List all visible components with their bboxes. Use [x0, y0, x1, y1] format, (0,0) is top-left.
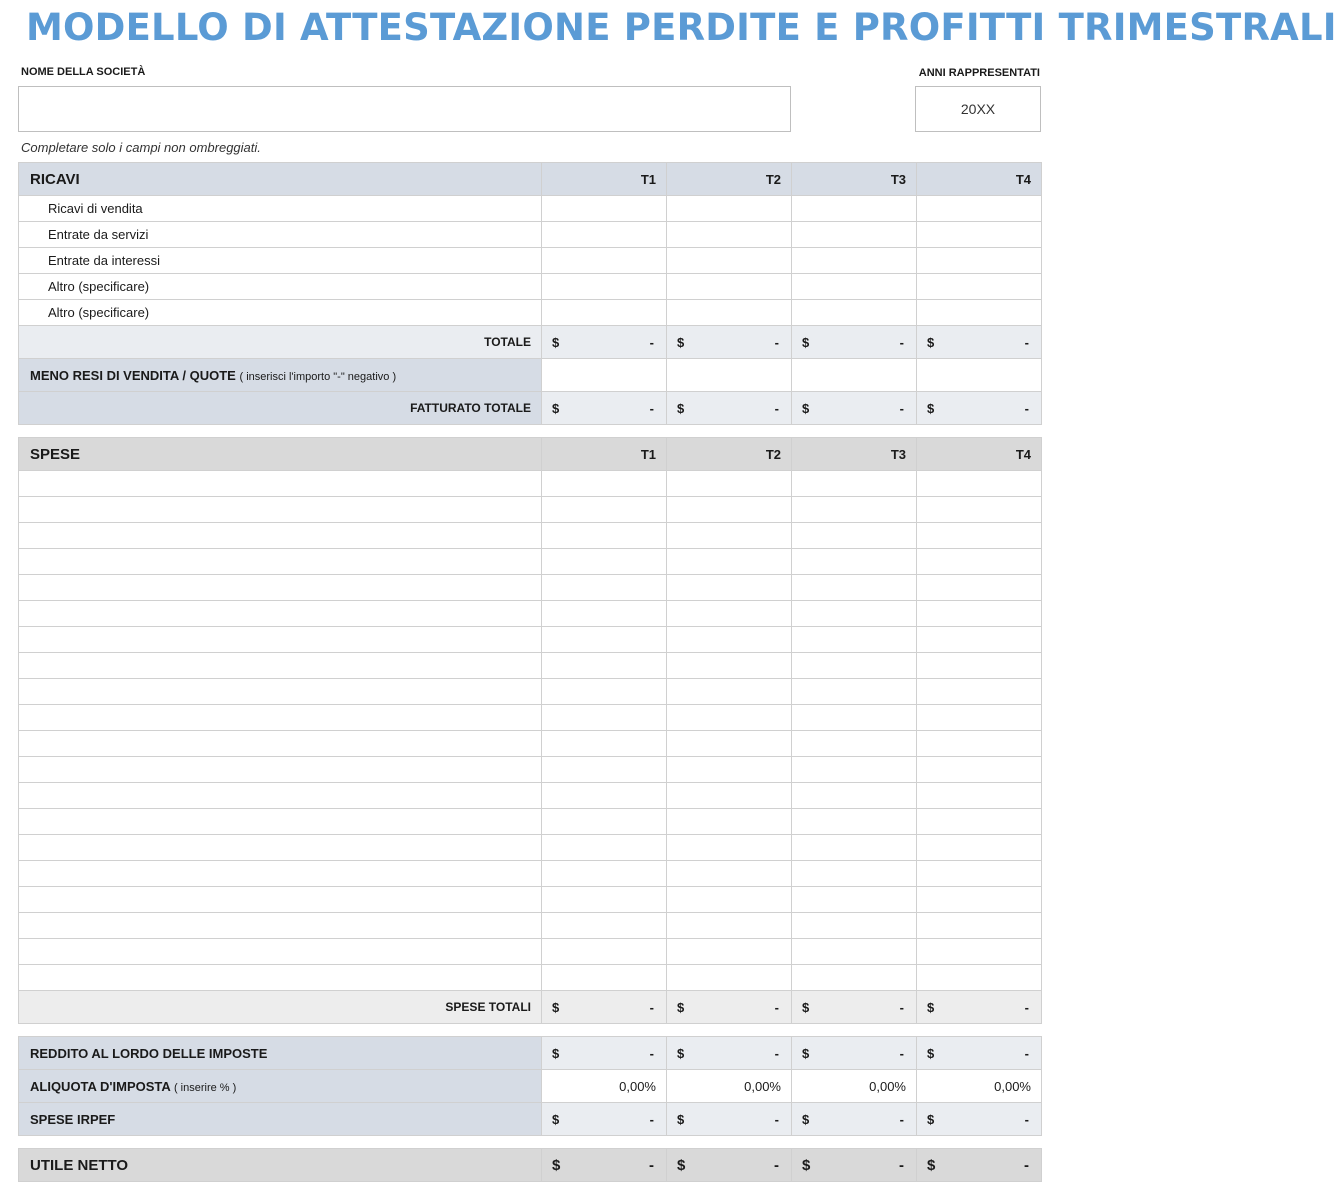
revenue-input-cell[interactable] — [917, 274, 1042, 300]
expense-input-cell[interactable] — [917, 523, 1042, 549]
revenue-input-cell[interactable] — [667, 222, 792, 248]
tax-rate-input[interactable]: 0,00% — [667, 1070, 792, 1103]
expense-row — [19, 731, 1042, 757]
expense-input-cell[interactable] — [917, 497, 1042, 523]
total-turnover-cell: $ - — [917, 392, 1042, 425]
expenses-total-cell: $ - — [917, 991, 1042, 1024]
expense-label-cell[interactable] — [19, 601, 542, 627]
expense-input-cell[interactable] — [667, 887, 792, 913]
expenses-header-row — [19, 438, 1042, 471]
expense-input-cell[interactable] — [667, 913, 792, 939]
expense-row — [19, 835, 1042, 861]
expense-row — [19, 575, 1042, 601]
total-turnover-cell: $ - — [792, 392, 917, 425]
revenue-input-cell[interactable] — [542, 300, 667, 326]
revenue-header-row — [19, 163, 1042, 196]
irpef-cell: $ - — [917, 1103, 1042, 1136]
expense-input-cell[interactable] — [917, 809, 1042, 835]
expense-input-cell[interactable] — [792, 835, 917, 861]
returns-input-cell[interactable] — [792, 359, 917, 392]
years-represented-label: ANNI RAPPRESENTATI — [918, 67, 1040, 79]
expense-input-cell[interactable] — [792, 497, 917, 523]
company-name-label: NOME DELLA SOCIETÀ — [21, 66, 146, 78]
expense-input-cell[interactable] — [917, 471, 1042, 497]
revenue-section-title: RICAVI — [19, 163, 542, 196]
expense-label-cell[interactable] — [19, 653, 542, 679]
tax-rate-row — [19, 1070, 1042, 1103]
expense-input-cell[interactable] — [667, 965, 792, 991]
expense-input-cell[interactable] — [792, 783, 917, 809]
total-turnover-label: FATTURATO TOTALE — [19, 392, 542, 425]
tax-rate-input[interactable]: 0,00% — [542, 1070, 667, 1103]
revenue-item-label[interactable]: Entrate da interessi — [19, 248, 542, 274]
expense-row — [19, 705, 1042, 731]
expense-input-cell[interactable] — [542, 965, 667, 991]
revenue-input-cell[interactable] — [542, 248, 667, 274]
revenue-input-cell[interactable] — [917, 222, 1042, 248]
expense-input-cell[interactable] — [917, 653, 1042, 679]
expense-input-cell[interactable] — [792, 939, 917, 965]
expenses-total-cell: $ - — [542, 991, 667, 1024]
expenses-total-cell: $ - — [792, 991, 917, 1024]
expense-input-cell[interactable] — [667, 939, 792, 965]
expense-input-cell[interactable] — [917, 835, 1042, 861]
revenue-total-label: TOTALE — [19, 326, 542, 359]
pretax-income-row — [19, 1037, 1042, 1070]
revenue-input-cell[interactable] — [792, 248, 917, 274]
expense-input-cell[interactable] — [792, 549, 917, 575]
revenue-input-cell[interactable] — [917, 248, 1042, 274]
revenue-input-cell[interactable] — [792, 274, 917, 300]
expense-input-cell[interactable] — [542, 627, 667, 653]
expense-input-cell[interactable] — [917, 965, 1042, 991]
net-income-cell: $ - — [792, 1149, 917, 1182]
expense-input-cell[interactable] — [542, 497, 667, 523]
expense-label-cell[interactable] — [19, 939, 542, 965]
net-income-cell: $ - — [667, 1149, 792, 1182]
expense-label-cell[interactable] — [19, 679, 542, 705]
revenue-total-cell: $ - — [542, 326, 667, 359]
expense-input-cell[interactable] — [542, 705, 667, 731]
total-turnover-row — [19, 392, 1042, 425]
expense-row — [19, 887, 1042, 913]
expense-input-cell[interactable] — [542, 913, 667, 939]
expense-input-cell[interactable] — [917, 731, 1042, 757]
expense-row — [19, 679, 1042, 705]
expenses-table — [18, 437, 1042, 1024]
expense-input-cell[interactable] — [792, 913, 917, 939]
page-title: MODELLO DI ATTESTAZIONE PERDITE E PROFITTI TRIMESTRALI — [26, 6, 1337, 49]
expense-label-cell[interactable] — [19, 913, 542, 939]
expense-label-cell[interactable] — [19, 887, 542, 913]
expense-input-cell[interactable] — [667, 809, 792, 835]
quarter-header: T4 — [917, 438, 1042, 471]
expense-input-cell[interactable] — [792, 653, 917, 679]
expense-row — [19, 809, 1042, 835]
expense-input-cell[interactable] — [917, 705, 1042, 731]
revenue-input-cell[interactable] — [667, 248, 792, 274]
expense-input-cell[interactable] — [667, 471, 792, 497]
expense-input-cell[interactable] — [667, 835, 792, 861]
expense-input-cell[interactable] — [917, 549, 1042, 575]
expense-label-cell[interactable] — [19, 809, 542, 835]
returns-input-cell[interactable] — [667, 359, 792, 392]
revenue-input-cell[interactable] — [917, 196, 1042, 222]
expense-label-cell[interactable] — [19, 757, 542, 783]
net-income-table — [18, 1148, 1042, 1182]
revenue-item-label[interactable]: Altro (specificare) — [19, 274, 542, 300]
expense-input-cell[interactable] — [542, 523, 667, 549]
tax-rate-label: ALIQUOTA D'IMPOSTA ( inserire % ) — [19, 1070, 542, 1103]
pretax-income-cell: $ - — [917, 1037, 1042, 1070]
expense-input-cell[interactable] — [542, 887, 667, 913]
revenue-item-row — [19, 274, 1042, 300]
expense-input-cell[interactable] — [542, 783, 667, 809]
expense-input-cell[interactable] — [917, 601, 1042, 627]
expense-row — [19, 497, 1042, 523]
quarter-header: T2 — [667, 163, 792, 196]
quarter-header: T3 — [792, 163, 917, 196]
tax-rate-input[interactable]: 0,00% — [792, 1070, 917, 1103]
expenses-total-cell: $ - — [667, 991, 792, 1024]
revenue-input-cell[interactable] — [542, 274, 667, 300]
quarter-header: T4 — [917, 163, 1042, 196]
pretax-income-cell: $ - — [542, 1037, 667, 1070]
net-income-row — [19, 1149, 1042, 1182]
expense-input-cell[interactable] — [667, 627, 792, 653]
irpef-label: SPESE IRPEF — [19, 1103, 542, 1136]
revenue-input-cell[interactable] — [667, 196, 792, 222]
expense-input-cell[interactable] — [667, 601, 792, 627]
expense-input-cell[interactable] — [792, 757, 917, 783]
expense-label-cell[interactable] — [19, 783, 542, 809]
revenue-input-cell[interactable] — [667, 300, 792, 326]
returns-input-cell[interactable] — [917, 359, 1042, 392]
expense-input-cell[interactable] — [542, 471, 667, 497]
expense-row — [19, 523, 1042, 549]
returns-label: MENO RESI DI VENDITA / QUOTE ( inserisci l'importo "-" negativo ) — [19, 359, 542, 392]
expense-input-cell[interactable] — [542, 679, 667, 705]
irpef-cell: $ - — [667, 1103, 792, 1136]
expense-input-cell[interactable] — [667, 575, 792, 601]
revenue-table — [18, 162, 1042, 425]
expenses-total-row — [19, 991, 1042, 1024]
revenue-total-row — [19, 326, 1042, 359]
revenue-item-label[interactable]: Ricavi di vendita — [19, 196, 542, 222]
expense-input-cell[interactable] — [667, 783, 792, 809]
expense-row — [19, 627, 1042, 653]
instructions-note: Completare solo i campi non ombreggiati. — [21, 140, 261, 155]
revenue-item-row — [19, 248, 1042, 274]
returns-input-cell[interactable] — [542, 359, 667, 392]
pretax-income-cell: $ - — [667, 1037, 792, 1070]
expense-row — [19, 549, 1042, 575]
quarter-header: T2 — [667, 438, 792, 471]
revenue-input-cell[interactable] — [792, 196, 917, 222]
expense-input-cell[interactable] — [667, 653, 792, 679]
expense-input-cell[interactable] — [792, 887, 917, 913]
revenue-total-cell: $ - — [667, 326, 792, 359]
revenue-input-cell[interactable] — [917, 300, 1042, 326]
expense-label-cell[interactable] — [19, 627, 542, 653]
expense-input-cell[interactable] — [917, 783, 1042, 809]
expense-input-cell[interactable] — [792, 679, 917, 705]
quarter-header: T1 — [542, 438, 667, 471]
expense-label-cell[interactable] — [19, 497, 542, 523]
revenue-item-label[interactable]: Entrate da servizi — [19, 222, 542, 248]
expense-input-cell[interactable] — [542, 835, 667, 861]
expense-input-cell[interactable] — [542, 861, 667, 887]
expense-label-cell[interactable] — [19, 861, 542, 887]
expense-label-cell[interactable] — [19, 523, 542, 549]
net-income-label: UTILE NETTO — [19, 1149, 542, 1182]
expense-input-cell[interactable] — [917, 939, 1042, 965]
expense-input-cell[interactable] — [917, 757, 1042, 783]
expenses-section-title: SPESE — [19, 438, 542, 471]
expense-row — [19, 653, 1042, 679]
expense-input-cell[interactable] — [542, 575, 667, 601]
irpef-row — [19, 1103, 1042, 1136]
expense-input-cell[interactable] — [917, 861, 1042, 887]
expense-input-cell[interactable] — [667, 497, 792, 523]
expense-input-cell[interactable] — [667, 523, 792, 549]
revenue-total-cell: $ - — [917, 326, 1042, 359]
company-name-input[interactable] — [18, 86, 791, 132]
expense-input-cell[interactable] — [792, 965, 917, 991]
expense-input-cell[interactable] — [667, 705, 792, 731]
expense-row — [19, 601, 1042, 627]
summary-table — [18, 1036, 1042, 1136]
expense-input-cell[interactable] — [792, 731, 917, 757]
expense-input-cell[interactable] — [542, 731, 667, 757]
expense-label-cell[interactable] — [19, 731, 542, 757]
revenue-item-label[interactable]: Altro (specificare) — [19, 300, 542, 326]
expense-label-cell[interactable] — [19, 705, 542, 731]
revenue-item-row — [19, 222, 1042, 248]
years-represented-input[interactable]: 20XX — [915, 86, 1041, 132]
quarter-header: T3 — [792, 438, 917, 471]
revenue-input-cell[interactable] — [792, 300, 917, 326]
expense-input-cell[interactable] — [542, 601, 667, 627]
expense-input-cell[interactable] — [792, 861, 917, 887]
net-income-cell: $ - — [917, 1149, 1042, 1182]
expense-input-cell[interactable] — [542, 939, 667, 965]
revenue-input-cell[interactable] — [792, 222, 917, 248]
expense-row — [19, 783, 1042, 809]
net-income-cell: $ - — [542, 1149, 667, 1182]
expense-input-cell[interactable] — [917, 887, 1042, 913]
expense-label-cell[interactable] — [19, 965, 542, 991]
revenue-input-cell[interactable] — [542, 196, 667, 222]
expense-input-cell[interactable] — [542, 549, 667, 575]
irpef-cell: $ - — [542, 1103, 667, 1136]
expense-input-cell[interactable] — [542, 653, 667, 679]
expense-input-cell[interactable] — [917, 627, 1042, 653]
expense-row — [19, 939, 1042, 965]
revenue-input-cell[interactable] — [542, 222, 667, 248]
expense-label-cell[interactable] — [19, 471, 542, 497]
expense-label-cell[interactable] — [19, 835, 542, 861]
irpef-cell: $ - — [792, 1103, 917, 1136]
expense-row — [19, 471, 1042, 497]
expense-row — [19, 913, 1042, 939]
total-turnover-cell: $ - — [667, 392, 792, 425]
expense-input-cell[interactable] — [792, 601, 917, 627]
pretax-income-label: REDDITO AL LORDO DELLE IMPOSTE — [19, 1037, 542, 1070]
expense-input-cell[interactable] — [792, 627, 917, 653]
expense-input-cell[interactable] — [667, 757, 792, 783]
expense-label-cell[interactable] — [19, 575, 542, 601]
expense-input-cell[interactable] — [792, 471, 917, 497]
expense-row — [19, 965, 1042, 991]
tax-rate-input[interactable]: 0,00% — [917, 1070, 1042, 1103]
pretax-income-cell: $ - — [792, 1037, 917, 1070]
expense-input-cell[interactable] — [792, 705, 917, 731]
expenses-total-label: SPESE TOTALI — [19, 991, 542, 1024]
expense-input-cell[interactable] — [667, 731, 792, 757]
revenue-item-row — [19, 300, 1042, 326]
returns-row — [19, 359, 1042, 392]
expense-input-cell[interactable] — [542, 809, 667, 835]
quarter-header: T1 — [542, 163, 667, 196]
expense-input-cell[interactable] — [917, 913, 1042, 939]
expense-input-cell[interactable] — [917, 575, 1042, 601]
expense-label-cell[interactable] — [19, 549, 542, 575]
expense-input-cell[interactable] — [667, 861, 792, 887]
revenue-input-cell[interactable] — [667, 274, 792, 300]
expense-input-cell[interactable] — [667, 549, 792, 575]
expense-row — [19, 861, 1042, 887]
expense-input-cell[interactable] — [667, 679, 792, 705]
expense-input-cell[interactable] — [792, 809, 917, 835]
expense-input-cell[interactable] — [792, 575, 917, 601]
revenue-total-cell: $ - — [792, 326, 917, 359]
expense-input-cell[interactable] — [917, 679, 1042, 705]
total-turnover-cell: $ - — [542, 392, 667, 425]
expense-input-cell[interactable] — [542, 757, 667, 783]
expense-row — [19, 757, 1042, 783]
expense-input-cell[interactable] — [792, 523, 917, 549]
revenue-item-row — [19, 196, 1042, 222]
